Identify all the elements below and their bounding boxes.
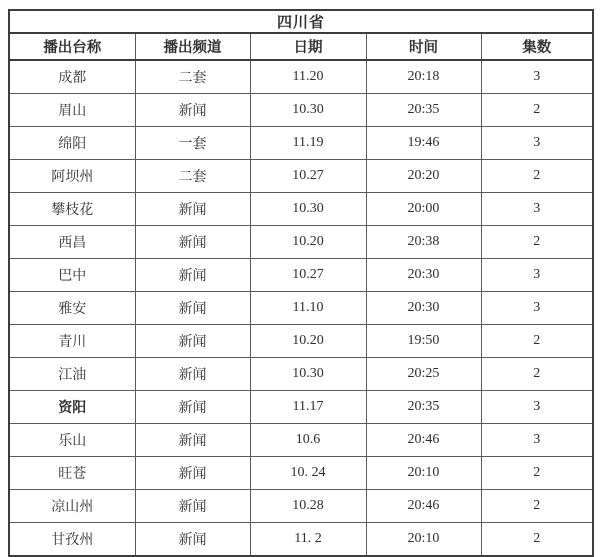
table-row — [9, 60, 593, 94]
episodes-cell: 2 — [481, 457, 593, 490]
time-cell: 20:38 — [366, 226, 481, 259]
channel-cell: 二套 — [135, 60, 250, 94]
station-cell: 阿坝州 — [9, 160, 135, 193]
time-cell: 20:18 — [366, 60, 481, 94]
episodes-cell: 3 — [481, 292, 593, 325]
column-header-date: 日期 — [250, 33, 366, 60]
episodes-cell: 2 — [481, 160, 593, 193]
station-cell: 绵阳 — [9, 127, 135, 160]
station-cell: 眉山 — [9, 94, 135, 127]
table-row — [9, 358, 593, 391]
station-cell: 江油 — [9, 358, 135, 391]
station-cell: 青川 — [9, 325, 135, 358]
station-cell: 资阳 — [9, 391, 135, 424]
episodes-cell: 2 — [481, 358, 593, 391]
province-title: 四川省 — [9, 10, 593, 33]
channel-cell: 一套 — [135, 127, 250, 160]
time-cell: 20:46 — [366, 490, 481, 523]
table-row — [9, 127, 593, 160]
station-cell: 雅安 — [9, 292, 135, 325]
episodes-cell: 2 — [481, 490, 593, 523]
episodes-cell: 3 — [481, 391, 593, 424]
episodes-cell: 3 — [481, 193, 593, 226]
station-cell: 西昌 — [9, 226, 135, 259]
channel-cell: 新闻 — [135, 325, 250, 358]
table-row — [9, 226, 593, 259]
table-title-row — [9, 10, 593, 33]
date-cell: 11.20 — [250, 60, 366, 94]
time-cell: 20:10 — [366, 457, 481, 490]
time-cell: 20:20 — [366, 160, 481, 193]
date-cell: 10.20 — [250, 325, 366, 358]
episodes-cell: 3 — [481, 127, 593, 160]
date-cell: 10. 24 — [250, 457, 366, 490]
table-header-row — [9, 33, 593, 60]
channel-cell: 新闻 — [135, 226, 250, 259]
date-cell: 10.28 — [250, 490, 366, 523]
time-cell: 20:10 — [366, 523, 481, 557]
station-cell: 乐山 — [9, 424, 135, 457]
time-cell: 20:00 — [366, 193, 481, 226]
channel-cell: 新闻 — [135, 490, 250, 523]
time-cell: 20:30 — [366, 292, 481, 325]
broadcast-schedule-table — [8, 9, 594, 557]
column-header-station: 播出台称 — [9, 33, 135, 60]
date-cell: 10.20 — [250, 226, 366, 259]
table-row — [9, 391, 593, 424]
time-cell: 20:30 — [366, 259, 481, 292]
column-header-episodes: 集数 — [481, 33, 593, 60]
episodes-cell: 3 — [481, 60, 593, 94]
station-cell: 旺苍 — [9, 457, 135, 490]
table-body — [9, 60, 593, 556]
channel-cell: 新闻 — [135, 358, 250, 391]
date-cell: 11.19 — [250, 127, 366, 160]
date-cell: 10.30 — [250, 94, 366, 127]
station-cell: 攀枝花 — [9, 193, 135, 226]
table-row — [9, 490, 593, 523]
episodes-cell: 2 — [481, 226, 593, 259]
date-cell: 10.27 — [250, 160, 366, 193]
table-row — [9, 424, 593, 457]
station-cell: 巴中 — [9, 259, 135, 292]
date-cell: 10.30 — [250, 193, 366, 226]
date-cell: 10.6 — [250, 424, 366, 457]
table-row — [9, 523, 593, 557]
episodes-cell: 2 — [481, 325, 593, 358]
table-row — [9, 160, 593, 193]
table-row — [9, 457, 593, 490]
table-row — [9, 193, 593, 226]
station-cell: 凉山州 — [9, 490, 135, 523]
channel-cell: 新闻 — [135, 94, 250, 127]
time-cell: 20:46 — [366, 424, 481, 457]
station-cell: 甘孜州 — [9, 523, 135, 557]
channel-cell: 新闻 — [135, 457, 250, 490]
column-header-time: 时间 — [366, 33, 481, 60]
date-cell: 10.30 — [250, 358, 366, 391]
time-cell: 20:35 — [366, 391, 481, 424]
episodes-cell: 3 — [481, 259, 593, 292]
time-cell: 20:35 — [366, 94, 481, 127]
episodes-cell: 3 — [481, 424, 593, 457]
channel-cell: 新闻 — [135, 259, 250, 292]
channel-cell: 新闻 — [135, 193, 250, 226]
channel-cell: 新闻 — [135, 424, 250, 457]
table-row — [9, 94, 593, 127]
episodes-cell: 2 — [481, 94, 593, 127]
time-cell: 19:46 — [366, 127, 481, 160]
date-cell: 11.10 — [250, 292, 366, 325]
episodes-cell: 2 — [481, 523, 593, 557]
date-cell: 10.27 — [250, 259, 366, 292]
channel-cell: 二套 — [135, 160, 250, 193]
table-row — [9, 292, 593, 325]
date-cell: 11. 2 — [250, 523, 366, 557]
table-row — [9, 259, 593, 292]
station-cell: 成都 — [9, 60, 135, 94]
channel-cell: 新闻 — [135, 292, 250, 325]
channel-cell: 新闻 — [135, 391, 250, 424]
channel-cell: 新闻 — [135, 523, 250, 557]
date-cell: 11.17 — [250, 391, 366, 424]
table-row — [9, 325, 593, 358]
column-header-channel: 播出频道 — [135, 33, 250, 60]
time-cell: 20:25 — [366, 358, 481, 391]
time-cell: 19:50 — [366, 325, 481, 358]
